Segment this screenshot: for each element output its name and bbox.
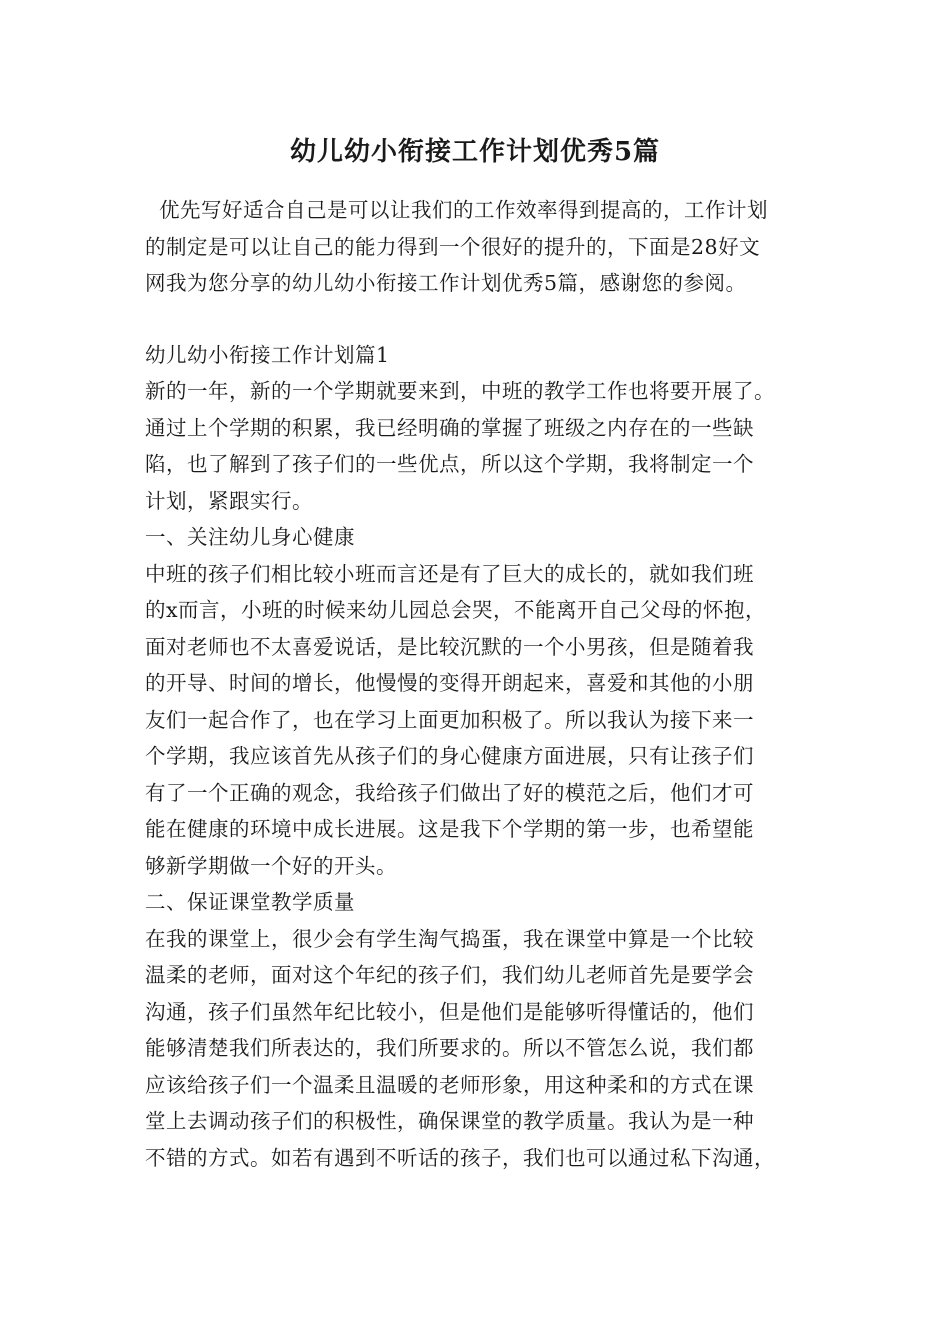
body-line: 应该给孩子们一个温柔且温暖的老师形象，用这种柔和的方式在课 (145, 1072, 754, 1097)
body-line: 计划，紧跟实行。 (145, 488, 313, 513)
intro-line-1: 优先写好适合自己是可以让我们的工作效率得到提高的，工作计划 (145, 198, 769, 222)
body-line: 通过上个学期的积累，我已经明确的掌握了班级之内存在的一些缺 (145, 415, 754, 440)
body-line: 沟通，孩子们虽然年纪比较小，但是他们是能够听得懂话的，他们 (145, 999, 754, 1024)
body-line: 有了一个正确的观念，我给孩子们做出了好的模范之后，他们才可 (145, 780, 754, 805)
body-line: 的x而言，小班的时候来幼儿园总会哭，不能离开自己父母的怀抱， (145, 598, 767, 622)
intro-line-2: 的制定是可以让自己的能力得到一个很好的提升的，下面是28好文 (145, 234, 761, 259)
subheading-1: 一、关注幼儿身心健康 (145, 525, 355, 549)
body-line: 温柔的老师，面对这个年纪的孩子们，我们幼儿老师首先是要学会 (145, 963, 754, 987)
paragraph-gap (145, 302, 835, 337)
body-line: 的开导、时间的增长，他慢慢的变得开朗起来，喜爱和其他的小朋 (145, 671, 754, 695)
body-line: 够新学期做一个好的开头。 (145, 853, 397, 878)
body-line: 面对老师也不太喜爱说话，是比较沉默的一个小男孩，但是随着我 (145, 634, 754, 659)
body-line: 新的一年，新的一个学期就要来到，中班的教学工作也将要开展了。 (145, 379, 775, 403)
body-line: 能在健康的环境中成长进展。这是我下个学期的第一步，也希望能 (145, 817, 754, 841)
subheading-2: 二、保证课堂教学质量 (145, 890, 355, 914)
body-line: 中班的孩子们相比较小班而言还是有了巨大的成长的，就如我们班 (145, 561, 754, 586)
body-line: 友们一起合作了，也在学习上面更加积极了。所以我认为接下来一 (145, 707, 754, 732)
body-line: 不错的方式。如若有遇到不听话的孩子，我们也可以通过私下沟通， (145, 1145, 775, 1170)
document-body (145, 192, 835, 1176)
section-heading: 幼儿幼小衔接工作计划篇1 (145, 342, 390, 367)
body-line: 陷，也了解到了孩子们的一些优点，所以这个学期，我将制定一个 (145, 452, 754, 476)
body-line: 个学期，我应该首先从孩子们的身心健康方面进展，只有让孩子们 (145, 744, 754, 768)
body-line: 堂上去调动孩子们的积极性，确保课堂的教学质量。我认为是一种 (145, 1109, 754, 1133)
body-line: 在我的课堂上，很少会有学生淘气捣蛋，我在课堂中算是一个比较 (145, 926, 754, 951)
intro-line-3: 网我为您分享的幼儿幼小衔接工作计划优秀5篇，感谢您的参阅。 (145, 271, 747, 295)
document-title: 幼儿幼小衔接工作计划优秀5篇 (289, 137, 661, 167)
body-line: 能够清楚我们所表达的，我们所要求的。所以不管怎么说，我们都 (145, 1036, 754, 1060)
